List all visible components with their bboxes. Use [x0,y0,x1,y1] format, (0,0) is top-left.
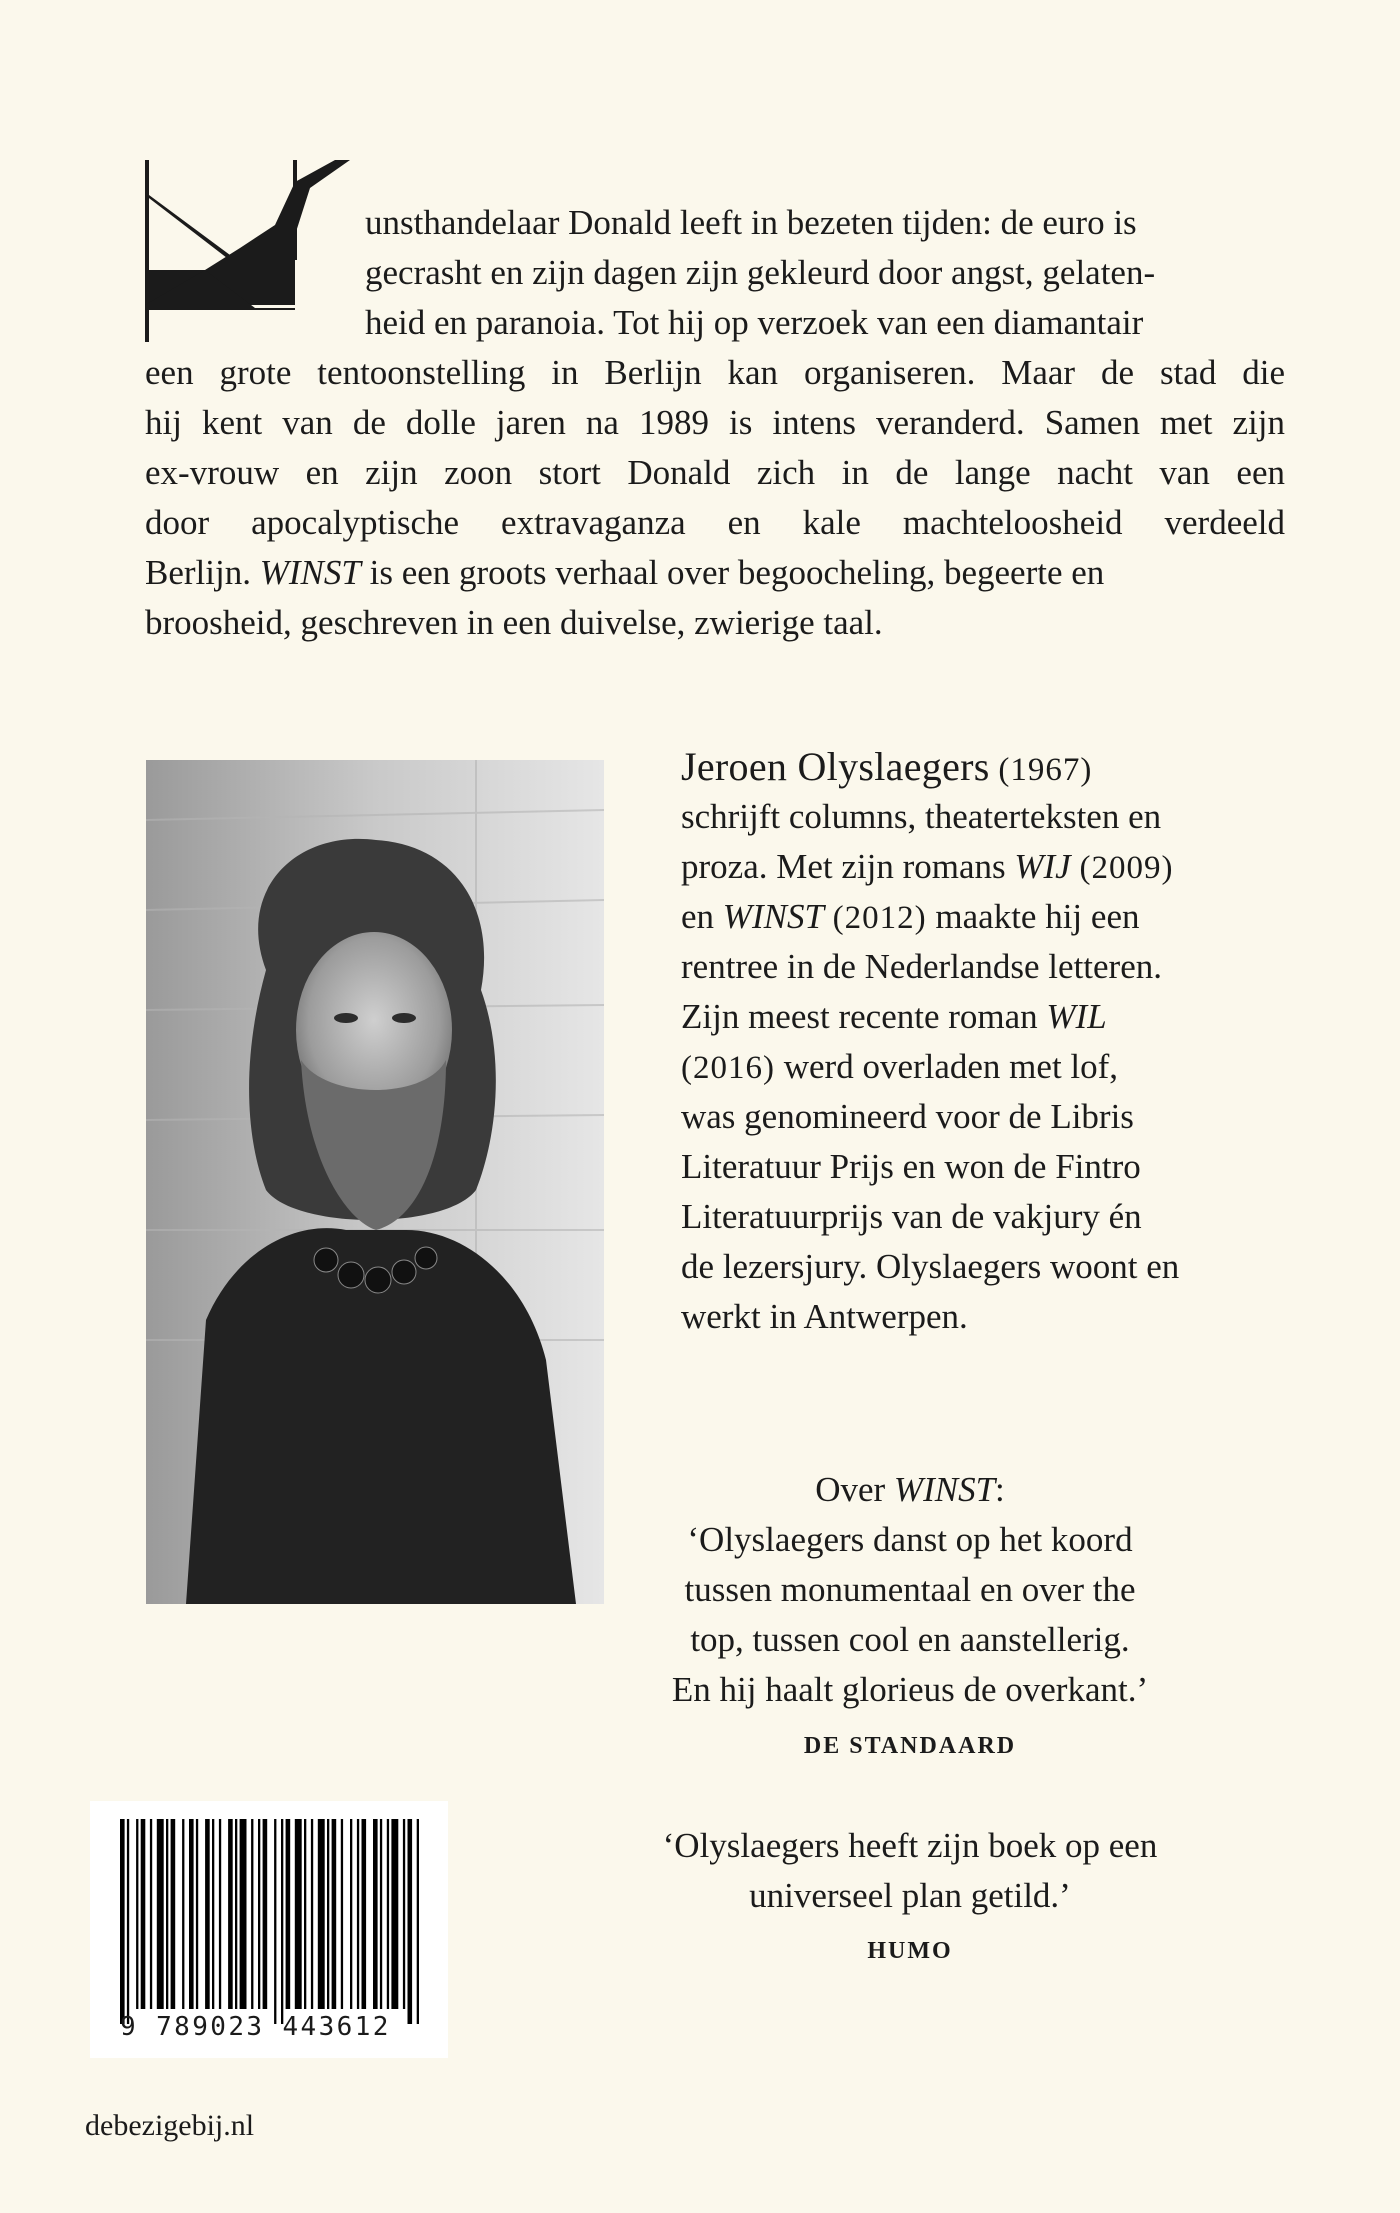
barcode-bar [281,1819,283,2024]
barcode-bar [362,1819,367,2009]
blurb-line-4: een grote tentoonstelling in Berlijn kan organiseren. Maar de stad die [145,353,1285,392]
quote1-line: tussen monumentaal en over the [684,1570,1136,1609]
bio-line-4 [681,892,1139,942]
bio-text: Zijn meest recente roman [681,997,1038,1036]
quote1-line: top, tussen cool en aanstellerig. [690,1620,1130,1659]
author-photo [146,760,604,1604]
bio-line-10: Literatuurprijs van de vakjury én [681,1197,1142,1236]
bio-title-wij: WIJ [1014,847,1071,886]
barcode-bar [318,1819,325,2009]
blurb-berlijn: Berlijn. [145,553,251,592]
barcode-bar [166,1819,168,2009]
bio-line-7 [681,1042,1118,1092]
bio-line-1 [681,742,1092,792]
barcode-bar [274,1819,276,2024]
barcode-bar [380,1819,382,2009]
barcode-bar [150,1819,152,2009]
blurb-line-8-rest: is een groots verhaal over begoocheling, begeerte en [369,553,1105,592]
barcode-bar [417,1819,419,2024]
quote1-line: En hij haalt glorieus de overkant.’ [671,1670,1149,1709]
barcode-bar [157,1819,164,2009]
blurb-title-winst: WINST [259,553,361,592]
quote1-line: ‘Olyslaegers danst op het koord [687,1520,1133,1559]
drop-cap-k [145,160,355,342]
bio-text: en [681,897,715,936]
quotes-intro [600,1465,1220,1515]
quote2-line: ‘Olyslaegers heeft zijn boek op een [662,1826,1158,1865]
barcode-bar [357,1819,359,2009]
barcode-bar [373,1819,378,2009]
bio-line-9: Literatuur Prijs en won de Fintro [681,1147,1141,1186]
barcode-bar [295,1819,302,2009]
barcode-bar [263,1819,268,2009]
barcode-bar [141,1819,146,2009]
barcode-bar [327,1819,329,2009]
barcode-bar [341,1819,343,2009]
quote2-line: universeel plan getild.’ [749,1876,1071,1915]
author-name: Jeroen Olyslaegers [681,744,990,789]
quote1-source: DE STANDAARD [803,1733,1017,1759]
barcode-bar [408,1819,413,2024]
bio-text: werd overladen met lof, [783,1047,1119,1086]
bio-line-8: was genomineerd voor de Libris [681,1097,1134,1136]
barcode-bar [182,1819,184,2009]
barcode-bar [212,1819,214,2009]
barcode-bar [391,1819,398,2009]
publisher-website: debezigebij.nl [85,2109,255,2142]
barcode-bar [219,1819,221,2009]
barcode-bar [350,1819,352,2009]
quotes-intro-colon: : [995,1470,1005,1509]
bio-line-11: de lezersjury. Olyslaegers woont en [681,1247,1180,1286]
bio-text: proza. Met zijn romans [681,847,1006,886]
barcode-bar [258,1819,260,2009]
bio-line-6 [681,992,1107,1042]
isbn-digits: 9 789023 443612 [120,2012,391,2042]
barcode-bar [205,1819,210,2009]
barcode-bar [332,1819,337,2009]
barcode-bar [120,1819,125,2024]
bio-line-2: schrijft columns, theaterteksten en [681,797,1162,836]
bio-year: (2009) [1079,850,1174,886]
barcode-bar [196,1819,198,2009]
bio-year: (2016) [681,1050,775,1086]
blurb-line-5: hij kent van de dolle jaren na 1989 is intens veranderd. Samen met zijn [145,403,1285,442]
bio-line-3 [681,842,1173,892]
barcode-bar [403,1819,405,2009]
blurb-line-7: door apocalyptische extravaganza en kale machteloosheid verdeeld [145,503,1285,542]
barcode-bar [228,1819,233,2009]
blurb-line-1: unsthandelaar Donald leeft in bezeten tijden: de euro is [365,203,1137,242]
barcode-bar [171,1819,176,2009]
bio-text: maakte hij een [935,897,1140,936]
blurb-line-8 [145,548,1104,598]
quotes-intro-text: Over [815,1470,886,1509]
blurb-line-3: heid en paranoia. Tot hij op verzoek van een diamantair [365,303,1144,342]
bio-title-winst: WINST [722,897,824,936]
blurb-line-6: ex-vrouw en zijn zoon stort Donald zich in de lange nacht van een [145,453,1285,492]
bio-year: (2012) [832,900,927,936]
barcode-bar [286,1819,291,2009]
quote2-source: HUMO [867,1938,953,1964]
bio-line-5: rentree in de Nederlandse letteren. [681,947,1162,986]
barcode-bar [127,1819,129,2024]
bio-line-12: werkt in Antwerpen. [681,1297,968,1336]
barcode-bar [235,1819,237,2009]
blurb-line-9: broosheid, geschreven in een duivelse, zwierige taal. [145,603,883,642]
barcode-bar [311,1819,313,2009]
barcode-bar [240,1819,247,2009]
bio-title-wil: WIL [1046,997,1107,1036]
quotes-intro-title: WINST [893,1470,996,1509]
blurb-line-2: gecrasht en zijn dagen zijn gekleurd door angst, gelaten- [365,253,1156,292]
barcode-bar [251,1819,253,2009]
author-birth-year: (1967) [998,752,1093,788]
barcode-bar [387,1819,389,2009]
barcode-bar [189,1819,194,2009]
barcode-bar [136,1819,138,2009]
barcode-bar [304,1819,306,2009]
